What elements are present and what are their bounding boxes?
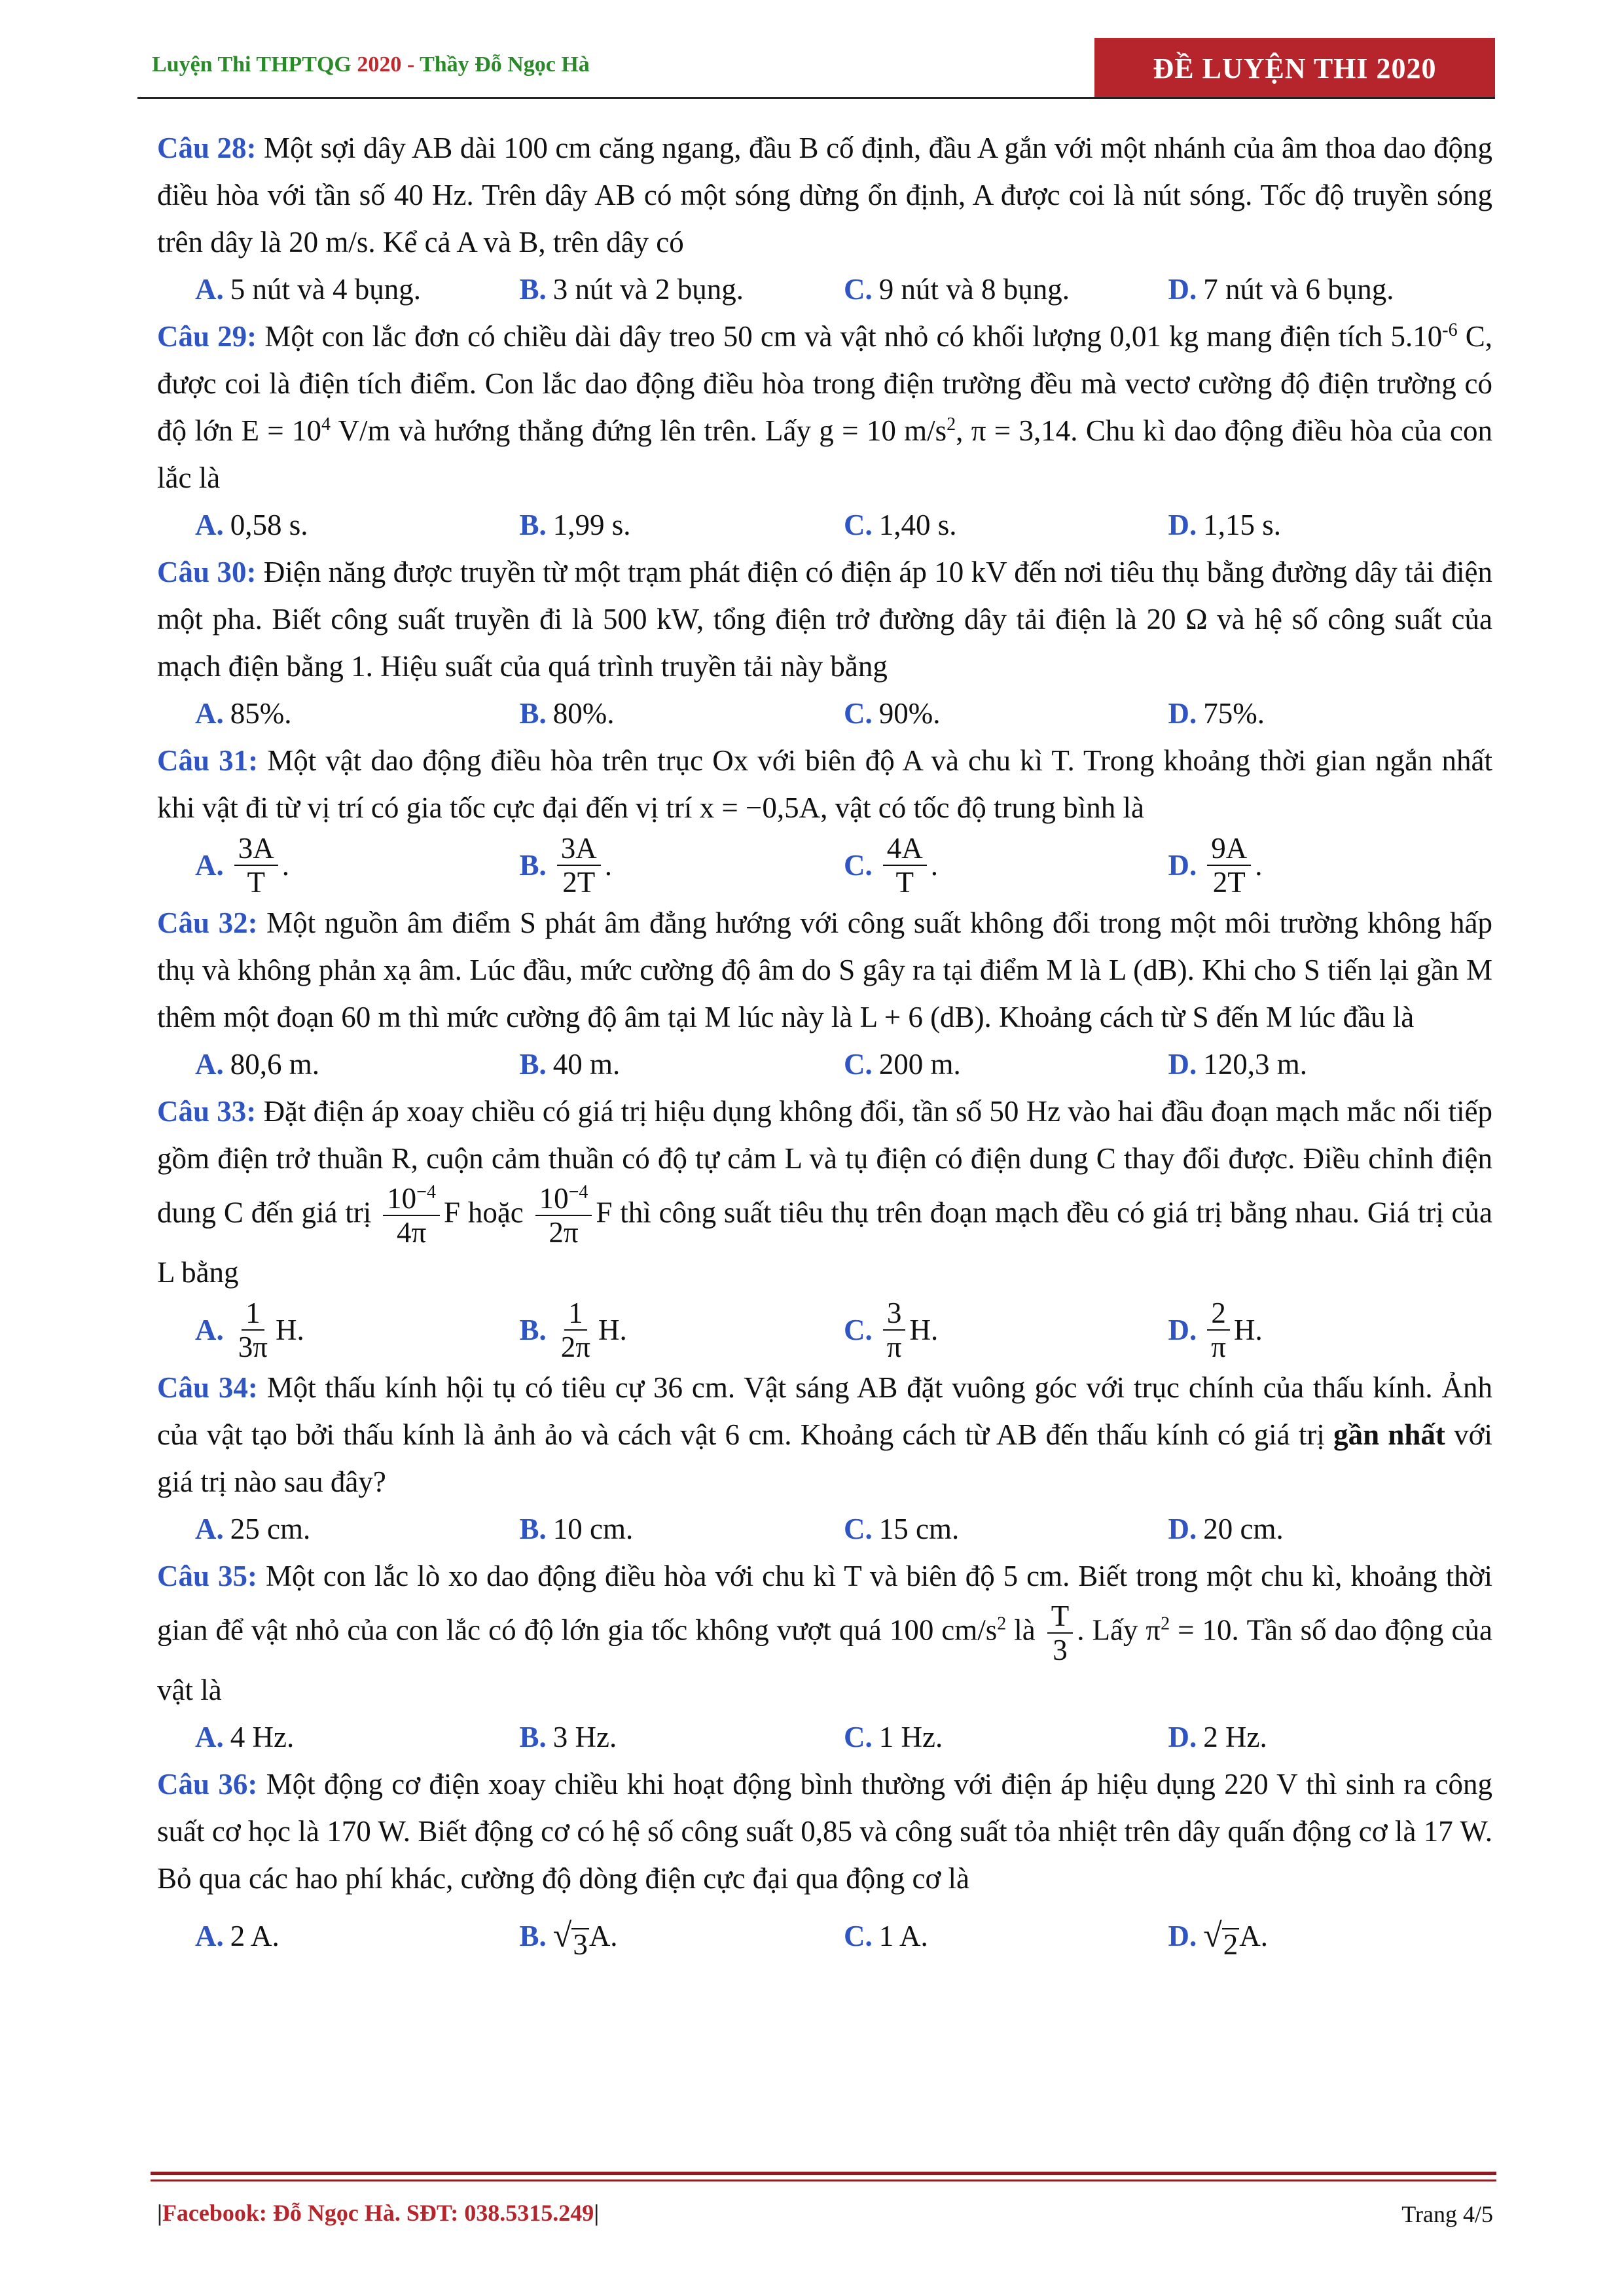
option-letter: D.	[1168, 509, 1197, 541]
square-root	[1203, 1912, 1239, 1960]
numerator-base: 10	[387, 1182, 417, 1215]
question-label: Câu 28:	[157, 132, 257, 164]
question-label: Câu 31:	[157, 744, 259, 777]
exponent: 2	[997, 1613, 1007, 1634]
option-a	[195, 266, 520, 313]
exponent: −4	[416, 1182, 436, 1202]
option-text: 80%.	[552, 697, 615, 730]
radicand: 3	[573, 1928, 588, 1961]
footer-divider-thick	[151, 2172, 1496, 2175]
denominator: 2π	[560, 1331, 590, 1363]
header-author: Thầy Đỗ Ngọc Hà	[420, 52, 590, 77]
question-32	[157, 899, 1492, 1041]
numerator: 3	[883, 1297, 906, 1331]
fraction	[234, 1297, 272, 1363]
denominator: 4π	[396, 1216, 427, 1249]
fraction	[1207, 1297, 1230, 1363]
option-a	[195, 1713, 520, 1761]
option-text: 1,99 s.	[552, 509, 631, 541]
option-b	[520, 1297, 844, 1363]
option-suffix: .	[281, 849, 289, 882]
option-letter: C.	[844, 1920, 873, 1952]
option-text: 3 Hz.	[552, 1721, 617, 1753]
option-suffix: H.	[909, 1314, 939, 1346]
numerator	[535, 1182, 592, 1216]
option-c	[844, 832, 1168, 899]
question-label: Câu 30:	[157, 556, 257, 588]
footer-contact	[157, 2199, 599, 2227]
option-letter: D.	[1168, 1513, 1197, 1545]
question-text: Một vật dao động điều hòa trên trục Ox với biên độ A và chu kì T. Trong khoảng thời gian ngắn nhất khi vật đi từ vị trí có gia tốc cực đại đến vị trí x = −0,5A, vật có tốc độ trung bình là	[157, 744, 1493, 824]
option-letter: D.	[1168, 1721, 1197, 1753]
option-letter: A.	[195, 697, 224, 730]
option-text: 90%.	[878, 697, 941, 730]
fraction	[1047, 1600, 1074, 1666]
option-a	[195, 1297, 520, 1363]
option-b	[520, 1713, 844, 1761]
radical-sign: √	[1203, 1917, 1222, 1954]
option-d	[1168, 1041, 1493, 1088]
option-letter: A.	[195, 1920, 224, 1952]
option-letter: B.	[519, 1721, 547, 1753]
option-b	[520, 690, 844, 737]
option-text: 80,6 m.	[230, 1048, 320, 1081]
option-suffix: A.	[1239, 1920, 1269, 1952]
option-letter: D.	[1168, 1920, 1197, 1952]
denominator: 3	[1053, 1634, 1068, 1666]
option-d	[1168, 1297, 1493, 1363]
option-suffix: H.	[598, 1314, 627, 1346]
question-label: Câu 29:	[157, 320, 257, 353]
denominator: π	[886, 1331, 902, 1363]
option-letter: C.	[844, 849, 873, 882]
numerator: 3A	[234, 832, 278, 866]
question-text: F hoặc	[443, 1196, 524, 1229]
question-33	[157, 1088, 1492, 1296]
options-31	[157, 831, 1492, 899]
question-text: Một con lắc lò xo dao động điều hòa với chu kì T và biên độ 5 cm. Biết trong một chu kì, khoảng thời gian để vật nhỏ của con lắc có độ lớn gia tốc không vượt quá 100 cm/s	[157, 1560, 1492, 1647]
question-text: . Lấy π	[1077, 1613, 1161, 1647]
numerator: 3A	[557, 832, 601, 866]
question-text: là	[1006, 1613, 1036, 1647]
fraction	[535, 1182, 592, 1249]
option-a	[195, 832, 520, 899]
header-title	[152, 52, 590, 77]
denominator: T	[247, 866, 265, 899]
denominator: 3π	[238, 1331, 268, 1363]
question-text: C, được coi là điện tích điểm. Con lắc dao động điều hòa trong điện trường đều mà vectơ cường độ điện trường có độ lớn E = 10	[157, 320, 1493, 447]
option-letter: B.	[519, 697, 547, 730]
option-d	[1168, 266, 1493, 313]
option-text: 75%.	[1203, 697, 1265, 730]
option-text: 40 m.	[552, 1048, 621, 1081]
option-letter: A.	[195, 1721, 224, 1753]
option-letter: D.	[1168, 849, 1197, 882]
fraction	[234, 832, 278, 899]
denominator: 2T	[562, 866, 596, 899]
options-29	[157, 501, 1492, 548]
option-d	[1168, 690, 1493, 737]
option-text: 2 Hz.	[1203, 1721, 1267, 1753]
option-suffix: A.	[588, 1920, 618, 1952]
option-letter: A.	[195, 273, 224, 306]
options-32	[157, 1041, 1492, 1088]
options-30	[157, 690, 1492, 737]
option-c	[844, 501, 1168, 548]
radical-sign: √	[552, 1917, 572, 1954]
exam-badge: ĐỀ LUYỆN THI 2020	[1094, 38, 1495, 98]
option-text: 1,40 s.	[878, 509, 957, 541]
option-b	[520, 1505, 844, 1552]
header-prefix: Luyện Thi THPTQG	[152, 52, 352, 77]
question-text: Điện năng được truyền từ một trạm phát điện có điện áp 10 kV đến nơi tiêu thụ bằng đường dây tải điện một pha. Biết công suất truyền đi là 500 kW, tổng điện trở đường dây tải điện là 20 Ω và hệ số công suất của mạch điện bằng 1. Hiệu suất của quá trình truyền tải này bằng	[157, 556, 1493, 683]
option-letter: B.	[519, 1920, 547, 1952]
denominator: 2π	[549, 1216, 579, 1249]
question-text: V/m và hướng thẳng đứng lên trên. Lấy g = 10 m/s	[330, 414, 947, 447]
fraction	[383, 1182, 440, 1249]
contact-text: Facebook: Đỗ Ngọc Hà. SĐT: 038.5315.249	[162, 2200, 594, 2226]
option-letter: C.	[844, 1513, 873, 1545]
option-c	[844, 690, 1168, 737]
option-a	[195, 1041, 520, 1088]
option-letter: B.	[519, 1048, 547, 1081]
question-29	[157, 313, 1492, 501]
option-suffix: .	[930, 849, 938, 882]
question-text: = 10. Tần số dao động của vật là	[157, 1613, 1492, 1706]
options-28	[157, 266, 1492, 313]
option-d	[1168, 1912, 1493, 1960]
numerator: 9A	[1207, 832, 1251, 866]
question-text: Một sợi dây AB dài 100 cm căng ngang, đầu B cố định, đầu A gắn với một nhánh của âm thoa dao động điều hòa với tần số 40 Hz. Trên dây AB có một sóng dừng ổn định, A được coi là nút sóng. Tốc độ truyền sóng trên dây là 20 m/s. Kể cả A và B, trên dây có	[157, 132, 1493, 259]
option-text: 20 cm.	[1203, 1513, 1284, 1545]
option-letter: A.	[195, 1513, 224, 1545]
question-label: Câu 36:	[157, 1768, 258, 1801]
question-36	[157, 1761, 1492, 1902]
option-letter: D.	[1168, 273, 1197, 306]
option-text: 25 cm.	[230, 1513, 311, 1545]
numerator: 2	[1207, 1297, 1230, 1331]
option-text: 4 Hz.	[230, 1721, 295, 1753]
exponent: -6	[1442, 320, 1458, 340]
option-text: 9 nút và 8 bụng.	[878, 273, 1070, 306]
question-31	[157, 737, 1492, 831]
option-a	[195, 501, 520, 548]
question-label: Câu 33:	[157, 1095, 257, 1128]
option-text: 85%.	[230, 697, 292, 730]
fraction	[557, 1297, 594, 1363]
numerator-base: 10	[539, 1182, 569, 1215]
question-30	[157, 548, 1492, 690]
option-letter: C.	[844, 1721, 873, 1753]
question-text: Một con lắc đơn có chiều dài dây treo 50 cm và vật nhỏ có khối lượng 0,01 kg mang điện tích 5.10	[264, 320, 1443, 353]
emphasis-text: gần nhất	[1333, 1418, 1445, 1451]
option-letter: A.	[195, 1314, 224, 1346]
question-list	[157, 124, 1492, 1970]
exponent: 2	[1161, 1613, 1170, 1634]
denominator: T	[895, 866, 914, 899]
fraction	[557, 832, 601, 899]
option-b	[520, 266, 844, 313]
question-text: , π = 3,14. Chu kì dao động điều hòa của con lắc là	[157, 414, 1492, 494]
option-letter: C.	[844, 1314, 873, 1346]
option-c	[844, 1713, 1168, 1761]
question-text: Một nguồn âm điểm S phát âm đẳng hướng với công suất không đổi trong một môi trường không hấp thụ và không phản xạ âm. Lúc đầu, mức cường độ âm do S gây ra tại điểm M là L (dB). Khi cho S tiến lại gần M thêm một đoạn 60 m thì mức cường độ âm tại M lúc này là L + 6 (dB). Khoảng cách từ S đến M lúc đầu là	[157, 906, 1493, 1033]
option-b	[520, 1041, 844, 1088]
question-text: với giá trị nào sau đây?	[157, 1418, 1492, 1498]
option-suffix: H.	[275, 1314, 304, 1346]
question-28	[157, 124, 1492, 266]
exponent: 4	[321, 414, 331, 435]
option-letter: C.	[844, 1048, 873, 1081]
option-letter: D.	[1168, 1048, 1197, 1081]
option-letter: B.	[519, 1314, 547, 1346]
option-b	[520, 501, 844, 548]
header-separator: -	[406, 52, 415, 77]
option-c	[844, 1912, 1168, 1960]
option-text: 5 nút và 4 bụng.	[230, 273, 421, 306]
options-35	[157, 1713, 1492, 1761]
option-text: 1,15 s.	[1203, 509, 1282, 541]
footer-divider-thin	[151, 2179, 1496, 2181]
question-text: Một thấu kính hội tụ có tiêu cự 36 cm. Vật sáng AB đặt vuông góc với trục chính của thấu kính. Ảnh của vật tạo bởi thấu kính là ảnh ảo và cách vật 6 cm. Khoảng cách từ AB đến thấu kính có giá trị	[157, 1371, 1492, 1451]
question-label: Câu 35:	[157, 1560, 257, 1592]
option-letter: B.	[519, 509, 547, 541]
option-letter: B.	[519, 1513, 547, 1545]
option-text: 120,3 m.	[1203, 1048, 1308, 1081]
option-text: 15 cm.	[878, 1513, 960, 1545]
exponent: 2	[947, 414, 956, 435]
option-c	[844, 1505, 1168, 1552]
question-text: Một động cơ điện xoay chiều khi hoạt động bình thường với điện áp hiệu dụng 220 V thì sinh ra công suất cơ học là 170 W. Biết động cơ có hệ số công suất 0,85 và công suất tỏa nhiệt trên dây quấn động cơ là 17 W. Bỏ qua các hao phí khác, cường độ dòng điện cực đại qua động cơ là	[157, 1768, 1492, 1895]
option-suffix: H.	[1233, 1314, 1263, 1346]
option-a	[195, 1912, 520, 1960]
square-root	[553, 1912, 589, 1960]
option-letter: A.	[195, 849, 224, 882]
option-text: 10 cm.	[552, 1513, 634, 1545]
option-letter: D.	[1168, 697, 1197, 730]
fraction	[883, 1297, 906, 1363]
option-b	[520, 1912, 844, 1960]
option-text: 3 nút và 2 bụng.	[552, 273, 744, 306]
option-text: 1 Hz.	[878, 1721, 943, 1753]
option-a	[195, 1505, 520, 1552]
header-divider	[137, 97, 1495, 99]
option-letter: C.	[844, 697, 873, 730]
question-text: Đặt điện áp xoay chiều có giá trị hiệu dụng không đổi, tần số 50 Hz vào hai đầu đoạn mạch mắc nối tiếp gồm điện trở thuần R, cuộn cảm thuần có độ tự cảm L và tụ điện có điện dung C thay đổi được. Điều chỉnh điện dung C đến giá trị	[157, 1095, 1493, 1229]
option-d	[1168, 501, 1493, 548]
option-a	[195, 690, 520, 737]
question-label: Câu 34:	[157, 1371, 258, 1404]
options-36	[157, 1902, 1492, 1970]
numerator: 1	[242, 1297, 264, 1331]
option-letter: B.	[519, 273, 547, 306]
option-d	[1168, 832, 1493, 899]
option-d	[1168, 1713, 1493, 1761]
exponent: −4	[568, 1182, 588, 1202]
fraction	[1207, 832, 1251, 899]
option-b	[520, 832, 844, 899]
options-34	[157, 1505, 1492, 1552]
option-d	[1168, 1505, 1493, 1552]
header-year: 2020	[357, 52, 402, 77]
question-text: F thì công suất tiêu thụ trên đoạn mạch đều có giá trị bằng nhau. Giá trị của L bằng	[157, 1196, 1493, 1289]
option-c	[844, 266, 1168, 313]
option-text: 7 nút và 6 bụng.	[1203, 273, 1394, 306]
numerator	[383, 1182, 440, 1216]
numerator: 1	[564, 1297, 587, 1331]
footer-bar: |	[594, 2200, 600, 2226]
option-letter: C.	[844, 509, 873, 541]
option-letter: D.	[1168, 1314, 1197, 1346]
question-label: Câu 32:	[157, 906, 258, 939]
fraction	[883, 832, 927, 899]
numerator: T	[1047, 1600, 1074, 1634]
option-letter: C.	[844, 273, 873, 306]
option-letter: B.	[519, 849, 547, 882]
option-c	[844, 1041, 1168, 1088]
option-suffix: .	[1255, 849, 1263, 882]
option-letter: A.	[195, 1048, 224, 1081]
options-33	[157, 1296, 1492, 1364]
radicand: 2	[1223, 1928, 1238, 1961]
page-number: Trang 4/5	[1401, 2201, 1493, 2227]
option-text: 1 A.	[878, 1920, 928, 1952]
option-suffix: .	[604, 849, 613, 882]
question-34	[157, 1364, 1492, 1505]
question-35	[157, 1552, 1492, 1713]
option-text: 2 A.	[230, 1920, 280, 1952]
numerator: 4A	[883, 832, 927, 866]
denominator: π	[1211, 1331, 1226, 1363]
footer-bar: |	[157, 2200, 162, 2226]
denominator: 2T	[1212, 866, 1246, 899]
option-text: 200 m.	[878, 1048, 961, 1081]
option-text: 0,58 s.	[230, 509, 308, 541]
option-letter: A.	[195, 509, 224, 541]
option-c	[844, 1297, 1168, 1363]
